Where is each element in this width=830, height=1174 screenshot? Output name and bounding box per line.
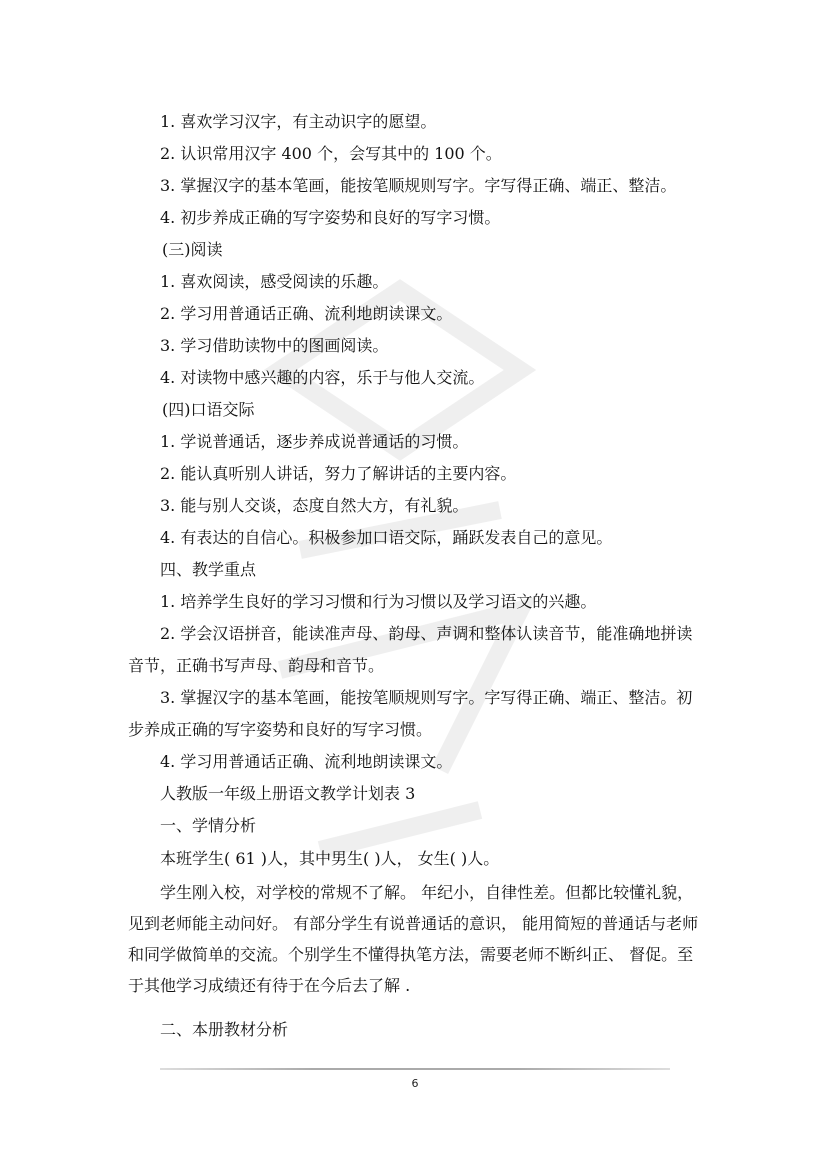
text-line: 音节，正确书写声母、韵母和音节。 (128, 656, 385, 675)
text-line: 2. 认识常用汉字 400 个，会写其中的 100 个。 (160, 144, 502, 163)
text-line: 本班学生( 61 )人，其中男生( )人， 女生( )人。 (160, 849, 500, 868)
text-line: 3. 掌握汉字的基本笔画，能按笔顺规则写字。字写得正确、端正、整洁。初 (160, 688, 693, 707)
text-line: 4. 学习用普通话正确、流利地朗读课文。 (160, 752, 453, 771)
text-line: 2. 能认真听别人讲话，努力了解讲话的主要内容。 (160, 464, 517, 483)
text-line: 4. 初步养成正确的写字姿势和良好的写字习惯。 (160, 208, 501, 227)
text-line: 4. 对读物中感兴趣的内容，乐于与他人交流。 (160, 368, 485, 387)
section-heading: 一、学情分析 (160, 816, 257, 835)
text-line: 1. 喜欢学习汉字，有主动识字的愿望。 (160, 112, 437, 131)
text-line: 1. 喜欢阅读，感受阅读的乐趣。 (160, 272, 389, 291)
page-number: 6 (411, 1077, 419, 1090)
text-line: 4. 有表达的自信心。积极参加口语交际，踊跃发表自己的意见。 (160, 528, 613, 547)
text-line: 步养成正确的写字姿势和良好的写字习惯。 (128, 720, 433, 739)
document-subtitle: 人教版一年级上册语文教学计划表 3 (160, 784, 416, 803)
text-line: 于其他学习成绩还有待于在今后去了解 . (128, 976, 411, 995)
text-line: 学生刚入校，对学校的常规不了解。 年纪小，自律性差。但都比较懂礼貌， (160, 883, 694, 902)
text-line: 3. 能与别人交谈，态度自然大方，有礼貌。 (160, 496, 469, 515)
section-heading: (四)口语交际 (162, 400, 255, 419)
section-heading: 四、教学重点 (160, 560, 257, 579)
text-line: 和同学做简单的交流。个别学生不懂得执笔方法，需要老师不断纠正、 督促。至 (128, 945, 694, 964)
section-heading: 二、本册教材分析 (160, 1020, 289, 1039)
text-line: 2. 学会汉语拼音，能读准声母、韵母、声调和整体认读音节，能准确地拼读 (160, 624, 693, 643)
text-line: 1. 培养学生良好的学习习惯和行为习惯以及学习语文的兴趣。 (160, 592, 597, 611)
text-line: 见到老师能主动问好。 有部分学生有说普通话的意识， 能用简短的普通话与老师 (128, 914, 699, 933)
text-line: 3. 学习借助读物中的图画阅读。 (160, 336, 389, 355)
text-line: 3. 掌握汉字的基本笔画，能按笔顺规则写字。字写得正确、端正、整洁。 (160, 176, 677, 195)
footer-divider (160, 1068, 670, 1070)
text-line: 1. 学说普通话，逐步养成说普通话的习惯。 (160, 432, 469, 451)
text-line: 2. 学习用普通话正确、流利地朗读课文。 (160, 304, 453, 323)
section-heading: (三)阅读 (162, 240, 223, 259)
